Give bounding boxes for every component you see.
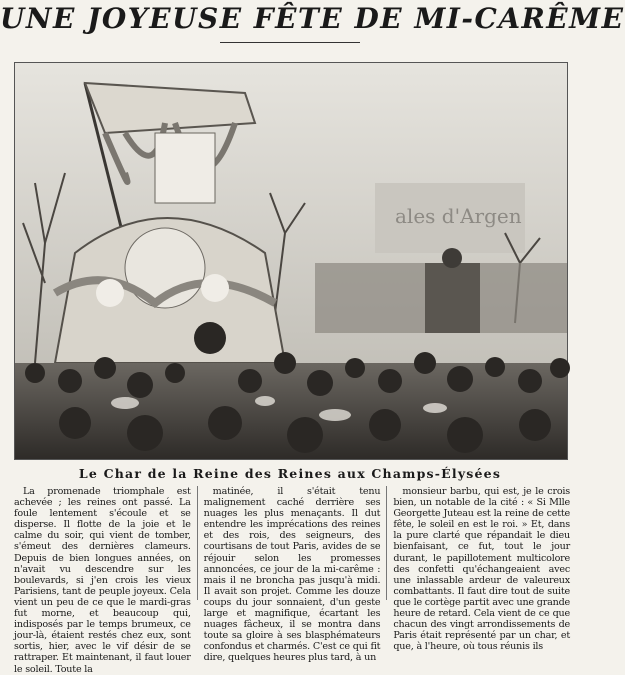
- article-column-2: [203, 486, 381, 664]
- column-text: La promenade triomphale est achevée ; les reines ont passé. La foule lentement s'écoule et se disperse. Il flotte de la joie et le calme du soir, qui vient de tomber, s'émeut des dernières clameurs. Depuis de bien longues années, on n'avait vu descendre sur les boulevards, si j'en crois les vieux Parisiens, tant de peuple joyeux. Cela vient un peu de ce que le mardi-gras fut morne, et beaucoup qui, indisposés par le temps brumeux, ce jour-là, étaient restés chez eux, sont sortis, hier, avec le vif désir de se rattraper. Et maintenant, il faut louer le soleil. Toute la: [14, 486, 191, 675]
- column-text: matinée, il s'était tenu malignement caché derrière ses nuages les plus menaçants. Il dut entendre les imprécations des reines et des rois, des seigneurs, des courtisans de tout Paris, avides de se réjouir selon les promesses annoncées, ce jour de la mi-carême : mais il ne broncha pas jusqu'à midi. Il avait son projet. Comme les douze coups du jour sonnaient, d'un geste large et magnifique, écartant les nuages fâcheux, il se montra dans toute sa gloire à ses blasphémateurs confondus et charmés. C'est ce qui fit dire, quelques heures plus tard, à un: [203, 486, 381, 664]
- building-sign: ales d'Argen: [395, 204, 522, 228]
- photo-caption: Le Char de la Reine des Reines aux Champs-Élysées: [78, 466, 502, 481]
- article-column-3: [393, 486, 571, 653]
- photograph: [14, 62, 568, 460]
- headline-rule: [220, 42, 360, 43]
- headline: UNE JOYEUSE FÊTE DE MI-CARÊME: [0, 2, 625, 35]
- column-divider: [197, 486, 198, 600]
- article-column-1: [14, 486, 191, 675]
- column-text: monsieur barbu, qui est, je le crois bien, un notable de la cité : « Si Mlle Georgette Juteau est la reine de cette fête, le soleil en est le roi. » Et, dans la pure clarté que répandait le dieu bienfaisant, ce fut, tout le jour durant, le papillotement multicolore des confetti qu'échangeaient avec une inlassable ardeur de valeureux combattants. Il faut dire tout de suite que le cortège partit avec une grande heure de retard. Cela vient de ce que chacun des vingt arrondissements de Paris était représenté par un char, et que, à l'heure, où tous réunis ils: [393, 486, 571, 653]
- article-body: [14, 486, 571, 675]
- column-divider: [386, 486, 387, 600]
